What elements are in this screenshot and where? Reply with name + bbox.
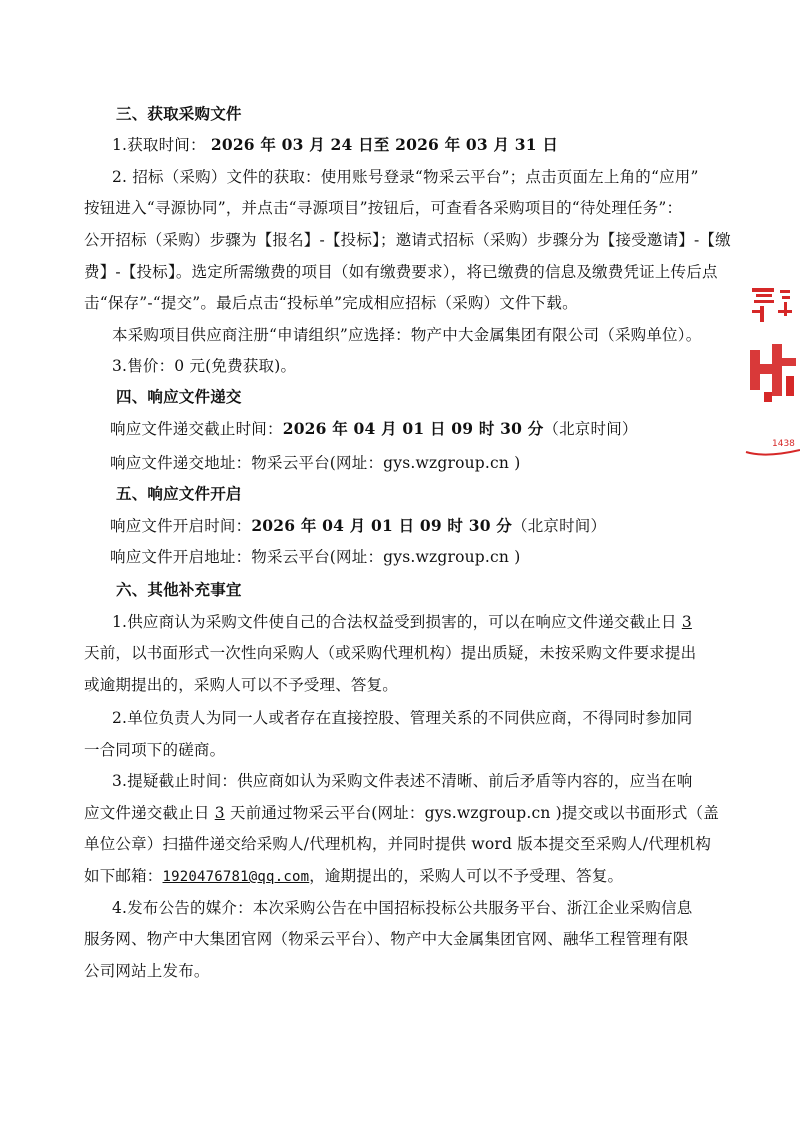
submission-deadline xyxy=(110,419,750,439)
other-item2-line: 2.单位负责人为同一人或者存在直接控股、管理关系的不同供应商，不得同时参加同 xyxy=(112,709,693,727)
other-item3-text: 如下邮箱： xyxy=(84,867,163,885)
objection-days: 3 xyxy=(681,613,692,631)
other-item3-text: ，逾期提出的，采购人可以不予受理、答复。 xyxy=(309,867,624,885)
section-heading-submission: 四、响应文件递交 xyxy=(116,388,242,406)
obtain-method-line: 公开招标（采购）步骤为【报名】-【投标】；邀请式招标（采购）步骤分为【接受邀请】-【缴 xyxy=(84,231,731,249)
submission-deadline-label: 响应文件递交截止时间： xyxy=(110,420,283,438)
obtain-time xyxy=(112,135,752,155)
obtain-method-line: 按钮进入“寻源协同”，并点击“寻源项目”按钮后，可查看各采购项目的“待处理任务”： xyxy=(84,199,683,217)
price: 3.售价：0 元(免费获取)。 xyxy=(112,357,297,375)
other-item1-line xyxy=(112,612,752,632)
other-item3-line xyxy=(84,866,724,887)
submission-deadline-value: 2026 年 04 月 01 日 09 时 30 分 xyxy=(282,419,544,438)
email-address: 1920476781@qq.com xyxy=(162,869,310,885)
section-heading-obtain-docs: 三、获取采购文件 xyxy=(116,105,242,123)
other-item3-line xyxy=(84,803,724,823)
obtain-method-line: 击“保存”-“提交”。最后点击“投标单”完成相应招标（采购）文件下载。 xyxy=(84,294,578,312)
submission-deadline-suffix: （北京时间） xyxy=(543,420,638,438)
seal-stamp-icon xyxy=(742,280,800,470)
other-item4-line: 公司网站上发布。 xyxy=(84,962,210,980)
opening-time-suffix: （北京时间） xyxy=(512,517,607,535)
other-item3-line: 单位公章）扫描件递交给采购人/代理机构，并同时提供 word 版本提交至采购人/代理机构 xyxy=(84,835,712,853)
obtain-method-line: 费】-【投标】。选定所需缴费的项目（如有缴费要求），将已缴费的信息及缴费凭证上传后点 xyxy=(84,263,718,281)
other-item4-line: 服务网、物产中大集团官网（物采云平台）、物产中大金属集团官网、融华工程管理有限 xyxy=(84,930,689,948)
svg-text:1438: 1438 xyxy=(772,439,795,449)
register-note: 本采购项目供应商注册“申请组织”应选择：物产中大金属集团有限公司（采购单位）。 xyxy=(112,326,702,344)
section-heading-other: 六、其他补充事宜 xyxy=(116,581,242,599)
obtain-time-value: 2026 年 03 月 24 日至 2026 年 03 月 31 日 xyxy=(210,135,559,154)
opening-time-value: 2026 年 04 月 01 日 09 时 30 分 xyxy=(251,516,512,535)
other-item1-line: 或逾期提出的，采购人可以不予受理、答复。 xyxy=(84,676,399,694)
other-item3-text: 应文件递交截止日 xyxy=(84,804,215,822)
other-item3-text: 天前通过物采云平台(网址：gys.wzgroup.cn )提交或以书面形式（盖 xyxy=(224,804,719,822)
obtain-method-line: 2. 招标（采购）文件的获取：使用账号登录“物采云平台”；点击页面左上角的“应用” xyxy=(112,168,699,186)
query-days: 3 xyxy=(214,804,225,822)
other-item1-line: 天前，以书面形式一次性向采购人（或采购代理机构）提出质疑，未按采购文件要求提出 xyxy=(84,644,697,662)
obtain-time-label: 1.获取时间： xyxy=(112,136,206,154)
other-item2-line: 一合同项下的磋商。 xyxy=(84,741,226,759)
other-item1-text: 1.供应商认为采购文件使自己的合法权益受到损害的，可以在响应文件递交截止日 xyxy=(112,613,682,631)
opening-time-label: 响应文件开启时间： xyxy=(110,517,252,535)
other-item4-line: 4.发布公告的媒介：本次采购公告在中国招标投标公共服务平台、浙江企业采购信息 xyxy=(112,899,693,917)
section-heading-opening: 五、响应文件开启 xyxy=(116,485,242,503)
submission-address: 响应文件递交地址：物采云平台(网址：gys.wzgroup.cn ) xyxy=(110,454,521,472)
opening-time xyxy=(110,516,750,536)
opening-address: 响应文件开启地址：物采云平台(网址：gys.wzgroup.cn ) xyxy=(110,548,521,566)
other-item3-line: 3.提疑截止时间：供应商如认为采购文件表述不清晰、前后矛盾等内容的，应当在响 xyxy=(112,772,693,790)
